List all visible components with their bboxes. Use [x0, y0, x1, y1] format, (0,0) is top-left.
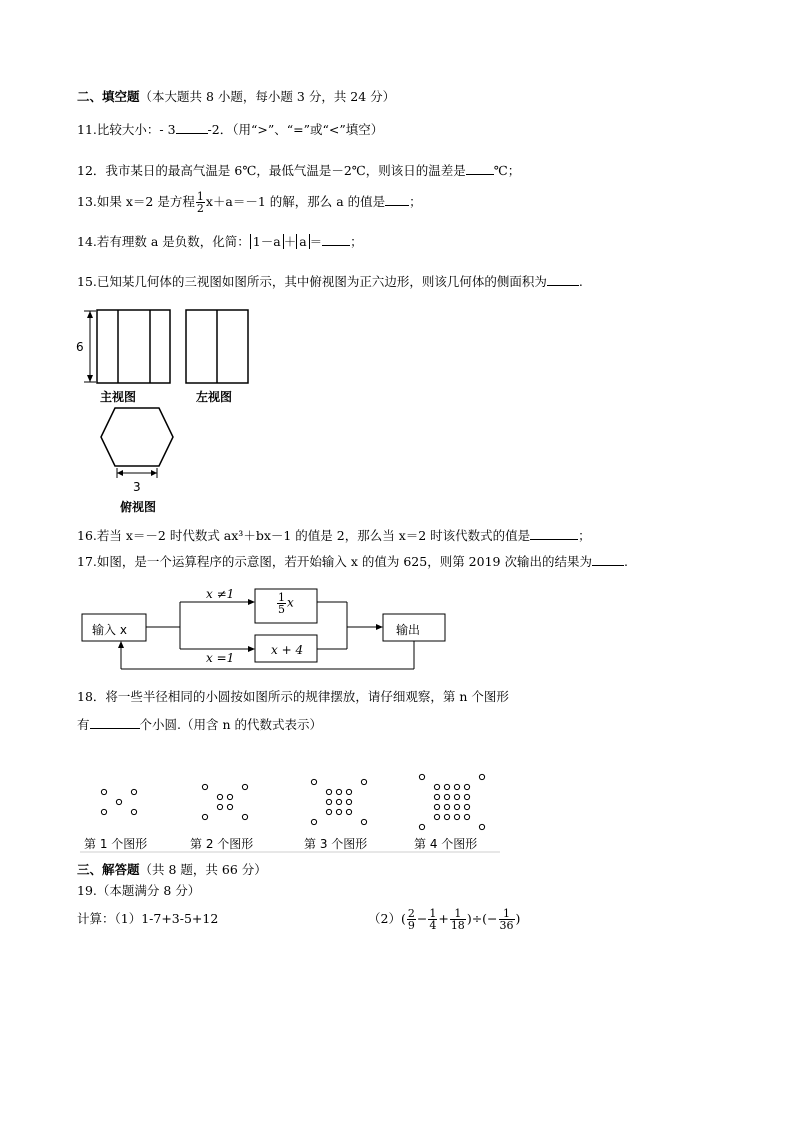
question-19-part-2: （2）( $\frac{2}{9}$ − $\frac{1}{4}$ + $\frac{1}{18}$ )÷(− $\frac{1}{36}$ ): [368, 907, 521, 932]
numerator: 1: [278, 591, 285, 604]
feedback-arrow-icon: [118, 641, 124, 648]
question-19-part-1: 计算：（1）1-7+3-5+12: [77, 911, 219, 926]
corner-circle: [131, 809, 136, 814]
pattern-caption-1: 第 1 个图形: [84, 837, 148, 851]
height-label: 6: [76, 340, 84, 354]
pattern-caption-2: 第 2 个图形: [190, 837, 254, 851]
question-text-after: -2．（用“>”、“=”或“<”填空）: [207, 122, 384, 137]
denominator: 18: [450, 919, 465, 932]
absolute-value-expr: a: [296, 234, 309, 249]
small-circle: [454, 794, 459, 799]
input-label: 输入 x: [92, 623, 127, 637]
small-circle: [326, 789, 331, 794]
question-text: 11.比较大小：- 3: [77, 122, 176, 137]
small-circle: [217, 794, 222, 799]
small-circle: [434, 794, 439, 799]
question-19-header: 19.（本题满分 8 分）: [77, 883, 201, 898]
question-text: 15.已知某几何体的三视图如图所示，其中俯视图为正六边形，则该几何体的侧面积为: [77, 274, 547, 289]
small-circle: [444, 814, 449, 819]
edge-label: 3: [133, 480, 141, 494]
corner-circle: [361, 779, 366, 784]
numerator: 2: [407, 907, 415, 920]
answer-blank[interactable]: [322, 233, 350, 246]
add-4-expr: x + 4: [271, 643, 304, 657]
small-circle: [454, 804, 459, 809]
question-text-post: x＋a＝－1 的解，那么 a 的值是: [205, 194, 386, 209]
question-text-after: 个小圆.（用含 n 的代数式表示）: [139, 717, 322, 732]
arrow-down-icon: [87, 375, 93, 382]
corner-circle: [479, 824, 484, 829]
corner-circle: [311, 779, 316, 784]
corner-circle: [242, 784, 247, 789]
small-circle: [346, 799, 351, 804]
small-circle: [464, 784, 469, 789]
section-note: （本大题共 8 小题，每小题 3 分，共 24 分）: [139, 89, 396, 104]
question-14: [77, 233, 363, 250]
answer-blank[interactable]: [90, 716, 140, 729]
small-circle: [454, 784, 459, 789]
small-circle: [434, 804, 439, 809]
denominator: 36: [499, 919, 514, 932]
corner-circle: [131, 789, 136, 794]
numerator: 1: [450, 908, 466, 920]
small-circle: [444, 804, 449, 809]
question-text: 13.如果 x＝2 是方程: [77, 194, 195, 209]
output-label: 输出: [396, 623, 421, 637]
question-18-line-2: [77, 716, 322, 733]
question-text-after: .: [623, 554, 628, 569]
small-circle: [464, 814, 469, 819]
denominator: 2: [196, 202, 204, 215]
numerator: 1: [499, 908, 515, 920]
denominator: 9: [407, 919, 415, 932]
left-view-caption: 左视图: [196, 390, 233, 404]
question-18-line-1: 18．将一些半径相同的小圆按如图所示的规律摆放，请仔细观察，第 n 个图形: [77, 689, 509, 704]
plus-sign: ＋: [283, 234, 297, 249]
front-view-caption: 主视图: [100, 390, 137, 404]
pattern-group: [101, 774, 484, 829]
absolute-value-expr: 1－a: [250, 234, 284, 249]
answer-blank[interactable]: [547, 273, 579, 286]
small-circle: [454, 814, 459, 819]
corner-circle: [419, 824, 424, 829]
section-2-header: [77, 89, 395, 105]
corner-circle: [479, 774, 484, 779]
corner-circle: [202, 784, 207, 789]
question-17: [77, 553, 628, 570]
answer-blank[interactable]: [592, 553, 624, 566]
question-13: [77, 187, 422, 217]
question-text-after: ℃；: [493, 163, 521, 178]
small-circle: [217, 804, 222, 809]
corner-circle: [419, 774, 424, 779]
small-circle: [346, 809, 351, 814]
section-title: 三、解答题: [77, 862, 140, 877]
answer-blank[interactable]: [466, 162, 494, 175]
question-11: [77, 121, 383, 138]
equals-sign: ＝: [309, 234, 323, 249]
small-circle: [336, 809, 341, 814]
question-text-after: ；: [409, 194, 422, 209]
variable: x: [287, 595, 294, 610]
small-circle: [336, 799, 341, 804]
condition-not-1: x ≠1: [206, 587, 235, 601]
corner-circle: [101, 809, 106, 814]
corner-circle: [242, 814, 247, 819]
fraction: [196, 191, 205, 214]
corner-circle: [202, 814, 207, 819]
question-15: [77, 273, 583, 290]
answer-blank[interactable]: [385, 193, 409, 206]
small-circle: [434, 814, 439, 819]
question-text: 16.若当 x＝－2 时代数式 ax³＋bx－1 的值是 2，那么当 x＝2 时该代数式的值是: [77, 528, 531, 543]
small-circle: [444, 794, 449, 799]
small-circle: [346, 789, 351, 794]
small-circle: [434, 784, 439, 789]
question-text: 17.如图，是一个运算程序的示意图，若开始输入 x 的值为 625，则第 2019 次输出的结果为: [77, 554, 592, 569]
small-circle: [227, 804, 232, 809]
numerator: 1: [429, 907, 437, 920]
part-label: （2）: [368, 911, 401, 926]
small-circle: [336, 789, 341, 794]
small-circle: [227, 794, 232, 799]
answer-blank[interactable]: [530, 527, 578, 540]
divide-by-5-expr: [276, 592, 294, 615]
small-circle: [326, 799, 331, 804]
question-12: [77, 162, 520, 179]
small-circle: [326, 809, 331, 814]
pattern-caption-3: 第 3 个图形: [304, 837, 368, 851]
denominator: 5: [278, 603, 285, 616]
three-views-figure: [70, 305, 260, 520]
question-text: 有: [77, 717, 90, 732]
question-16: [77, 527, 591, 544]
question-text: 12．我市某日的最高气温是 6℃，最低气温是－2℃，则该日的温差是: [77, 163, 466, 178]
section-note: （共 8 题，共 66 分）: [139, 862, 267, 877]
front-view: [97, 310, 170, 383]
section-3-header: [77, 862, 267, 878]
question-text-after: ；: [350, 234, 363, 249]
question-text-after: .: [578, 274, 583, 289]
corner-circle: [361, 819, 366, 824]
corner-circle: [101, 789, 106, 794]
small-circle: [116, 799, 121, 804]
top-view-caption: 俯视图: [120, 500, 157, 514]
arrow-up-icon: [87, 311, 93, 318]
section-title: 二、填空题: [77, 89, 140, 104]
left-view: [186, 310, 248, 383]
answer-blank[interactable]: [176, 121, 208, 134]
denominator: 4: [429, 919, 437, 932]
small-circle: [464, 804, 469, 809]
pattern-caption-4: 第 4 个图形: [414, 837, 478, 851]
question-text-after: ；: [578, 528, 591, 543]
corner-circle: [311, 819, 316, 824]
small-circle: [464, 794, 469, 799]
condition-equals-1: x =1: [206, 651, 235, 665]
hexagon-top-view: [101, 408, 173, 466]
numerator: 1: [196, 190, 204, 203]
small-circle: [444, 784, 449, 789]
question-text: 14.若有理数 a 是负数，化简：: [77, 234, 250, 249]
